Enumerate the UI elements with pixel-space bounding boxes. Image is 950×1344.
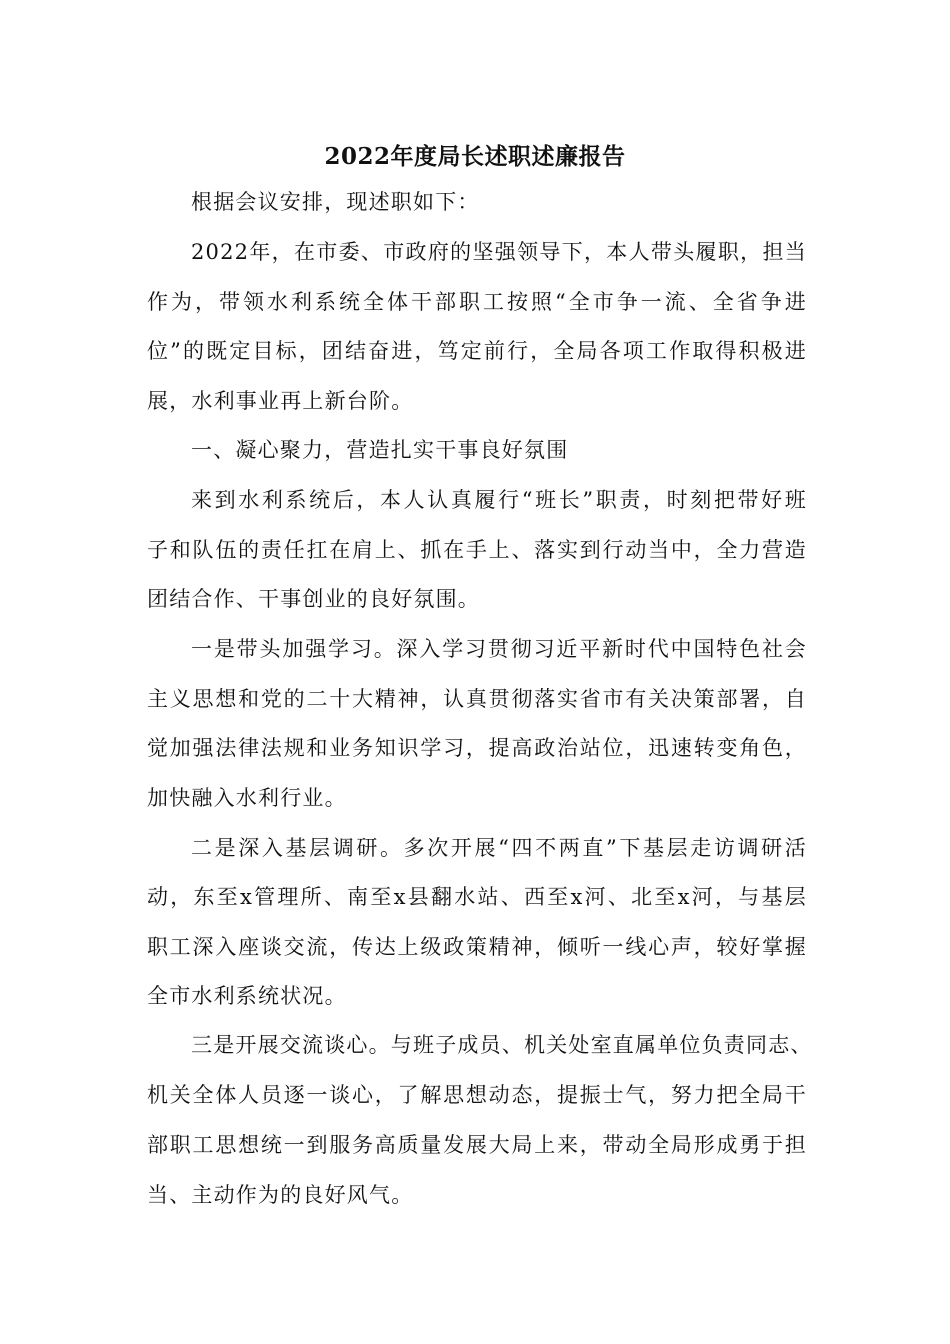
paragraph-line: 动，东至x管理所、南至x县翻水站、西至x河、北至x河，与基层 — [147, 885, 807, 909]
section-heading: 一、凝心聚力，营造扎实干事良好氛围 — [191, 438, 569, 462]
paragraph-line: 当、主动作为的良好风气。 — [147, 1183, 414, 1207]
paragraph-line: 机关全体人员逐一谈心，了解思想动态，提振士气，努力把全局干 — [147, 1083, 807, 1107]
paragraph-line: 子和队伍的责任扛在肩上、抓在手上、落实到行动当中，全力营造 — [147, 538, 807, 562]
paragraph-line: 根据会议安排，现述职如下： — [191, 190, 480, 214]
paragraph-line: 一是带头加强学习。深入学习贯彻习近平新时代中国特色社会 — [191, 637, 807, 661]
paragraph-line: 团结合作、干事创业的良好氛围。 — [147, 587, 480, 611]
paragraph-line: 展，水利事业再上新台阶。 — [147, 389, 414, 413]
paragraph-line: 作为，带领水利系统全体干部职工按照“全市争一流、全省争进 — [147, 290, 807, 314]
paragraph-line: 2022年，在市委、市政府的坚强领导下，本人带头履职，担当 — [191, 240, 807, 264]
paragraph-line: 三是开展交流谈心。与班子成员、机关处室直属单位负责同志、 — [191, 1033, 813, 1057]
paragraph-line: 来到水利系统后，本人认真履行“班长”职责，时刻把带好班 — [191, 488, 807, 512]
paragraph-line: 加快融入水利行业。 — [147, 786, 347, 810]
paragraph-line: 全市水利系统状况。 — [147, 984, 347, 1008]
paragraph-line: 二是深入基层调研。多次开展“四不两直”下基层走访调研活 — [191, 836, 807, 860]
paragraph-line: 主义思想和党的二十大精神，认真贯彻落实省市有关决策部署，自 — [147, 687, 807, 711]
paragraph-line: 位”的既定目标，团结奋进，笃定前行，全局各项工作取得积极进 — [147, 339, 807, 363]
paragraph-line: 职工深入座谈交流，传达上级政策精神，倾听一线心声，较好掌握 — [147, 935, 807, 959]
document-title: 2022年度局长述职述廉报告 — [324, 143, 626, 170]
paragraph-line: 部职工思想统一到服务高质量发展大局上来，带动全局形成勇于担 — [147, 1133, 807, 1157]
paragraph-line: 觉加强法律法规和业务知识学习，提高政治站位，迅速转变角色， — [147, 736, 807, 760]
